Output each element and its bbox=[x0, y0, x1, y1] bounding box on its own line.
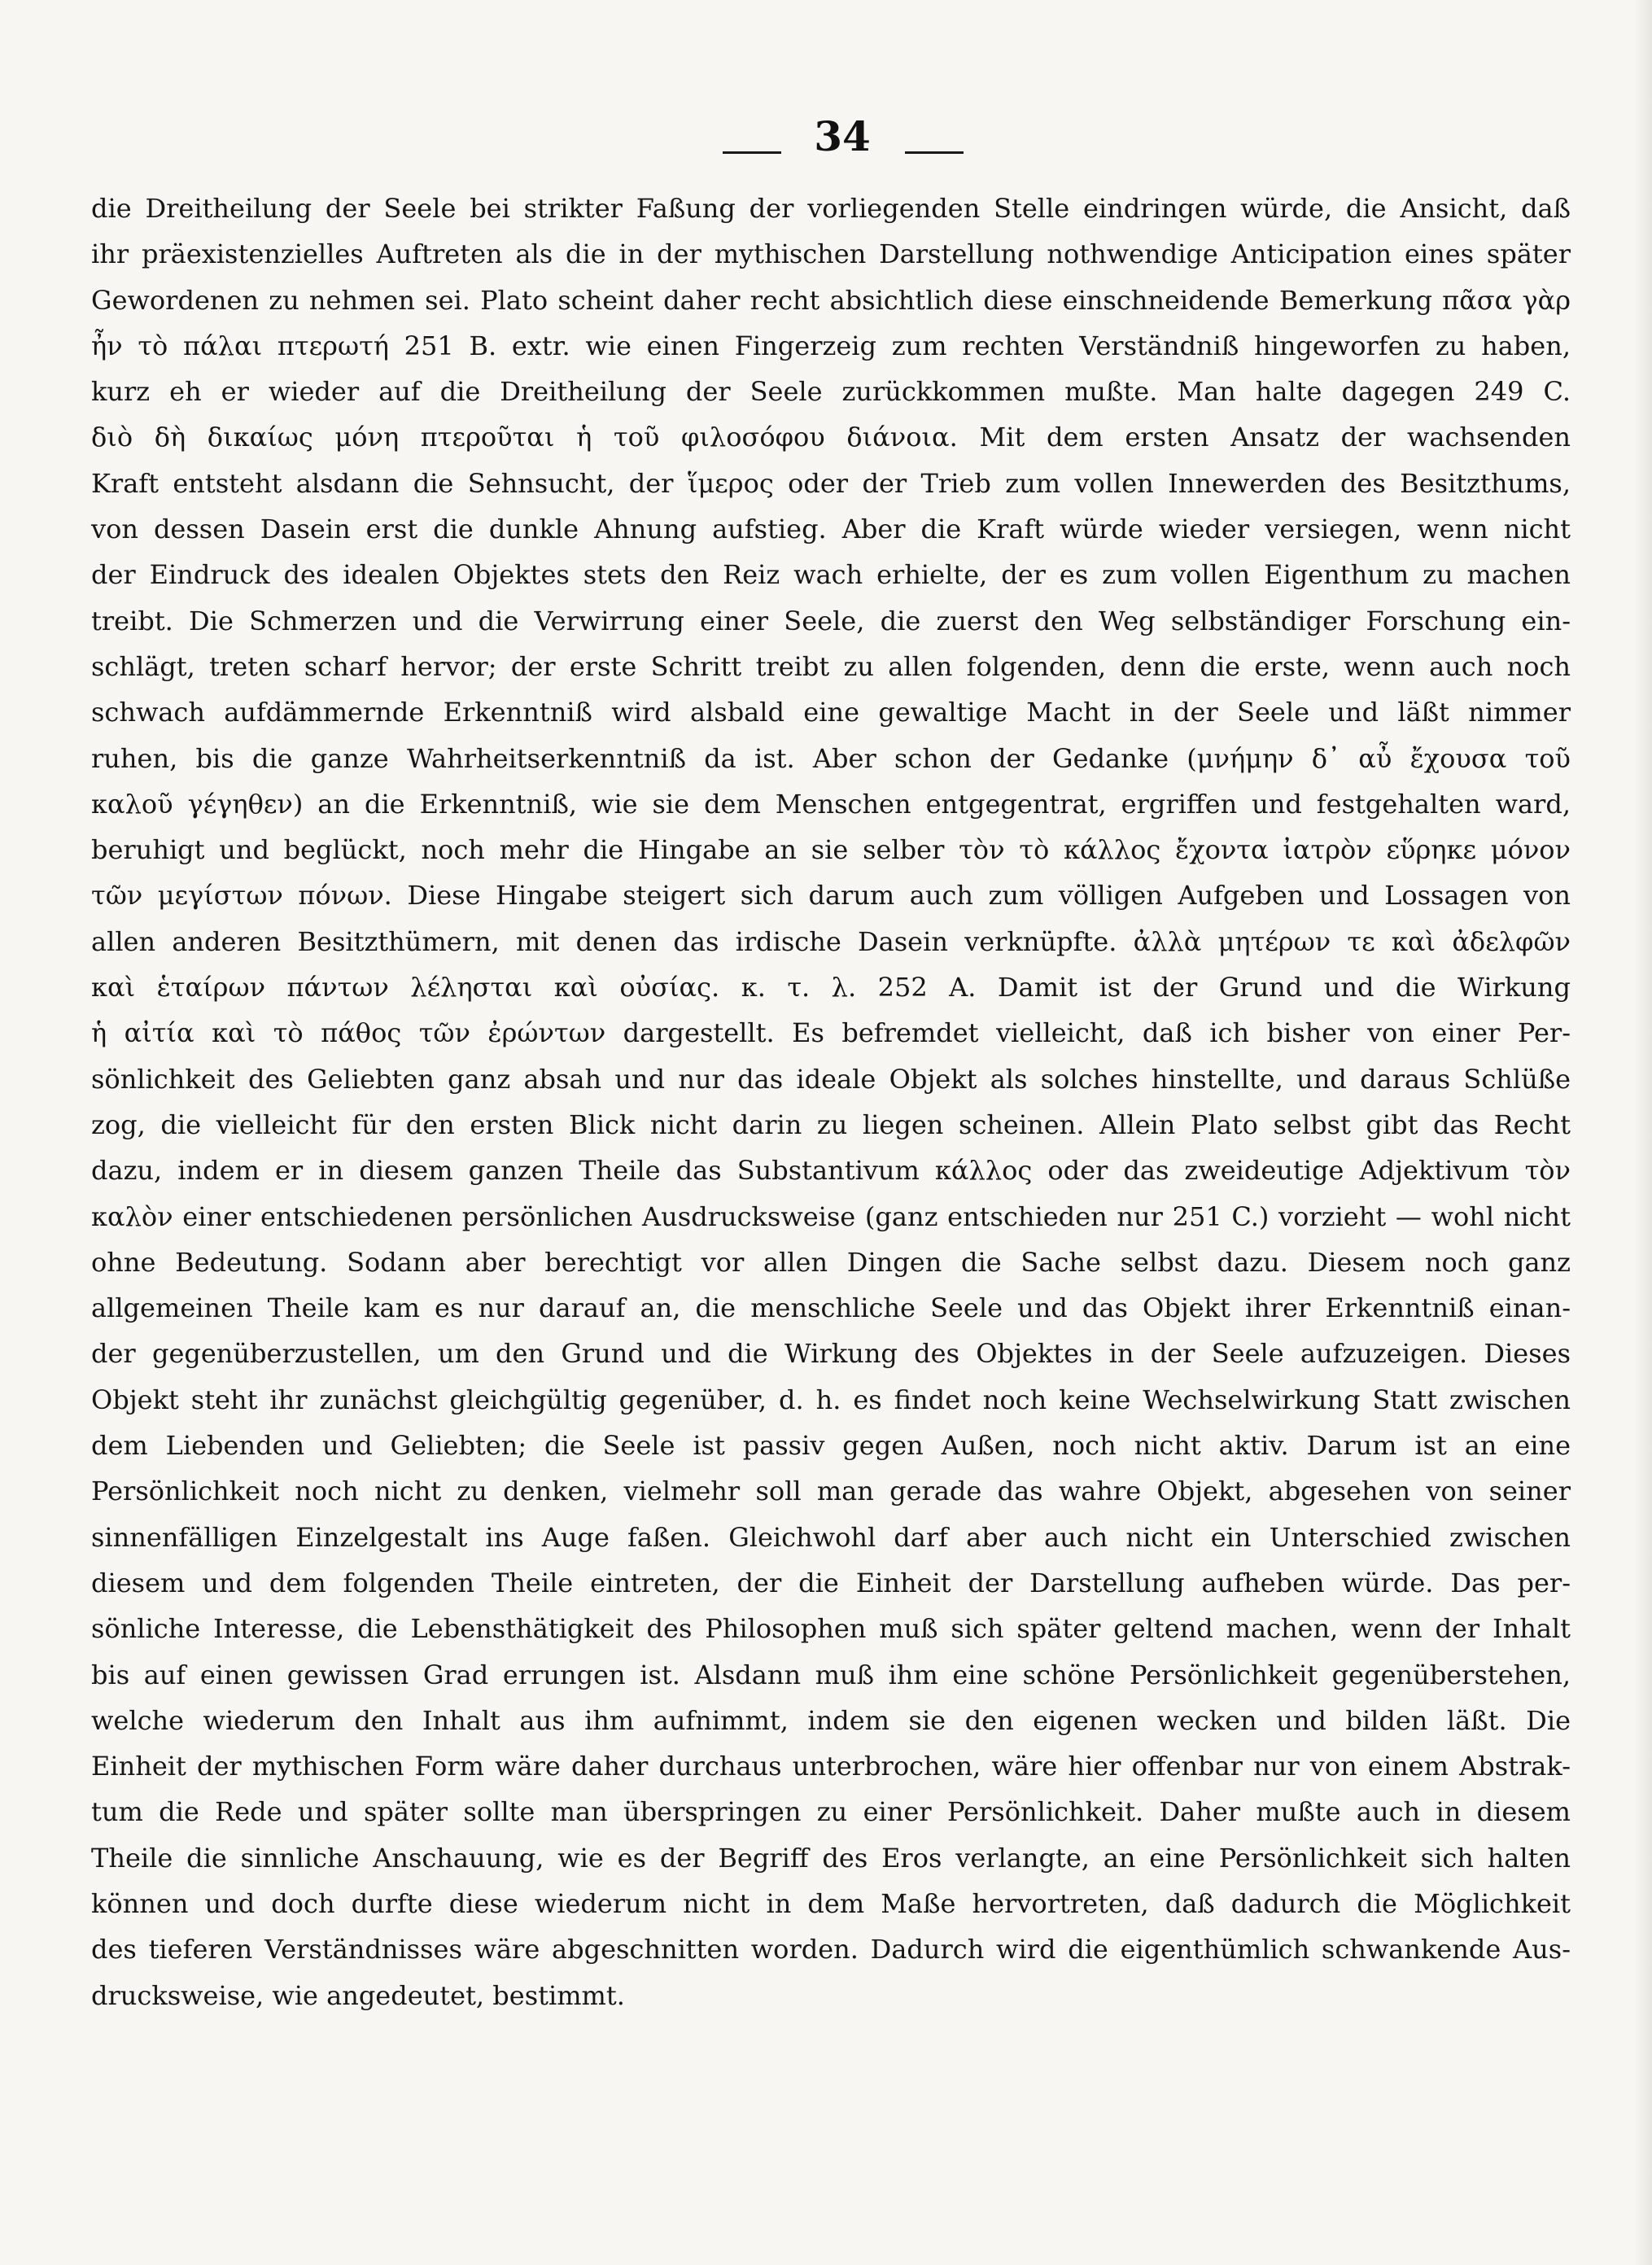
text-line: treibt. Die Schmerzen und die Verwirrung einer Seele, die zuerst den Weg selbständiger Forschung ein- bbox=[91, 605, 1571, 636]
page-header bbox=[0, 112, 1652, 161]
text-line: allgemeinen Theile kam es nur darauf an, die menschliche Seele und das Objekt ihrer Erkenntniß einan- bbox=[91, 1292, 1571, 1324]
text-line: tum die Rede und später sollte man überspringen zu einer Persönlichkeit. Daher mußte auch in diesem bbox=[91, 1796, 1571, 1828]
text-line: Objekt steht ihr zunächst gleichgültig gegenüber, d. h. es findet noch keine Wechselwirkung Statt zwischen bbox=[91, 1384, 1571, 1415]
text-line: Einheit der mythischen Form wäre daher durchaus unterbrochen, wäre hier offenbar nur von einem Abstrak- bbox=[91, 1751, 1571, 1782]
text-line: καλὸν einer entschiedenen persönlichen Ausdrucksweise (ganz entschieden nur 251 C.) vorzieht — wohl nicht bbox=[91, 1200, 1571, 1232]
text-line: dem Liebenden und Geliebten; die Seele ist passiv gegen Außen, noch nicht aktiv. Darum ist an eine bbox=[91, 1430, 1571, 1462]
text-line: ohne Bedeutung. Sodann aber berechtigt vor allen Dingen die Sache selbst dazu. Diesem noch ganz bbox=[91, 1246, 1571, 1278]
text-line: dazu, indem er in diesem ganzen Theile das Substantivum κάλλος oder das zweideutige Adjektivum τὸν bbox=[91, 1155, 1571, 1187]
text-line: Kraft entsteht alsdann die Sehnsucht, der ἵμερος oder der Trieb zum vollen Innewerden des Besitzthums, bbox=[91, 467, 1571, 499]
header-rule-right bbox=[905, 151, 964, 154]
body-text bbox=[91, 186, 1571, 2018]
text-line: zog, die vielleicht für den ersten Blick nicht darin zu liegen scheinen. Allein Plato selbst gibt das Recht bbox=[91, 1108, 1571, 1140]
text-line: der gegenüberzustellen, um den Grund und die Wirkung des Objektes in der Seele aufzuzeigen. Dieses bbox=[91, 1338, 1571, 1370]
text-line: sönlichkeit des Geliebten ganz absah und nur das ideale Objekt als solches hinstellte, und daraus Schlüße bbox=[91, 1063, 1571, 1095]
page-number: 34 bbox=[814, 112, 871, 160]
text-line-last: drucksweise, wie angedeutet, bestimmt. bbox=[91, 1979, 625, 2011]
text-line: diesem und dem folgenden Theile eintreten, der die Einheit der Darstellung aufheben würde. Das per- bbox=[91, 1567, 1571, 1598]
text-line: kurz eh er wieder auf die Dreitheilung der Seele zurückkommen mußte. Man halte dagegen 249 C. bbox=[91, 376, 1571, 408]
text-line: ruhen, bis die ganze Wahrheitserkenntniß da ist. Aber schon der Gedanke (μνήμην δ᾽ αὖ ἔχουσα τοῦ bbox=[91, 742, 1571, 774]
text-line: allen anderen Besitzthümern, mit denen das irdische Dasein verknüpfte. ἀλλὰ μητέρων τε καὶ ἀδελφῶν bbox=[91, 925, 1571, 957]
text-line: διὸ δὴ δικαίως μόνη πτεροῦται ἡ τοῦ φιλοσόφου διάνοια. Mit dem ersten Ansatz der wachsenden bbox=[91, 422, 1571, 453]
text-line: Gewordenen zu nehmen sei. Plato scheint daher recht absichtlich diese einschneidende Bemerkung πᾶσα γὰρ bbox=[91, 284, 1571, 316]
text-line: beruhigt und beglückt, noch mehr die Hingabe an sie selber τὸν τὸ κάλλος ἔχοντα ἰατρὸν εὕρηκε μόνον bbox=[91, 834, 1571, 866]
text-line: welche wiederum den Inhalt aus ihm aufnimmt, indem sie den eigenen wecken und bilden läßt. Die bbox=[91, 1704, 1571, 1736]
text-line: τῶν μεγίστων πόνων. Diese Hingabe steigert sich darum auch zum völligen Aufgeben und Lossagen von bbox=[91, 880, 1571, 912]
text-line: καλοῦ γέγηθεν) an die Erkenntniß, wie sie dem Menschen entgegentrat, ergriffen und festgehalten ward, bbox=[91, 788, 1571, 820]
text-line: schwach aufdämmernde Erkenntniß wird alsbald eine gewaltige Macht in der Seele und läßt nimmer bbox=[91, 697, 1571, 728]
text-line: ἡ αἰτία καὶ τὸ πάθος τῶν ἐρώντων dargestellt. Es befremdet vielleicht, daß ich bisher von einer Per- bbox=[91, 1017, 1571, 1049]
text-line: ihr präexistenzielles Auftreten als die in der mythischen Darstellung nothwendige Anticipation eines später bbox=[91, 238, 1571, 270]
text-line: der Eindruck des idealen Objektes stets den Reiz wach erhielte, der es zum vollen Eigenthum zu machen bbox=[91, 559, 1571, 591]
text-line: Persönlichkeit noch nicht zu denken, vielmehr soll man gerade das wahre Objekt, abgesehen von seiner bbox=[91, 1476, 1571, 1507]
text-line: ἦν τὸ πάλαι πτερωτή 251 B. extr. wie einen Fingerzeig zum rechten Verständniß hingeworfen zu haben, bbox=[91, 330, 1571, 361]
text-line: καὶ ἑταίρων πάντων λέλησται καὶ οὐσίας. κ. τ. λ. 252 A. Damit ist der Grund und die Wirkung bbox=[91, 972, 1571, 1004]
text-line: von dessen Dasein erst die dunkle Ahnung aufstieg. Aber die Kraft würde wieder versiegen, wenn nicht bbox=[91, 514, 1571, 545]
text-line: bis auf einen gewissen Grad errungen ist. Alsdann muß ihm eine schöne Persönlichkeit gegenüberstehen, bbox=[91, 1659, 1571, 1690]
text-line: sinnenfälligen Einzelgestalt ins Auge faßen. Gleichwohl darf aber auch nicht ein Unterschied zwischen bbox=[91, 1521, 1571, 1553]
text-line: Theile die sinnliche Anschauung, wie es der Begriff des Eros verlangte, an eine Persönlichkeit sich halten bbox=[91, 1842, 1571, 1874]
text-line: die Dreitheilung der Seele bei strikter Faßung der vorliegenden Stelle eindringen würde, die Ansicht, daß bbox=[91, 193, 1571, 224]
header-rule-left bbox=[723, 151, 781, 154]
page-edge-shadow bbox=[1634, 0, 1652, 2265]
text-line: können und doch durfte diese wiederum nicht in dem Maße hervortreten, daß dadurch die Möglichkeit bbox=[91, 1887, 1571, 1919]
text-line: sönliche Interesse, die Lebensthätigkeit des Philosophen muß sich später geltend machen, wenn der Inhalt bbox=[91, 1613, 1571, 1645]
text-line: des tieferen Verständnisses wäre abgeschnitten worden. Dadurch wird die eigenthümlich schwankende Aus- bbox=[91, 1934, 1571, 1965]
text-line: schlägt, treten scharf hervor; der erste Schritt treibt zu allen folgenden, denn die erste, wenn auch noch bbox=[91, 650, 1571, 682]
